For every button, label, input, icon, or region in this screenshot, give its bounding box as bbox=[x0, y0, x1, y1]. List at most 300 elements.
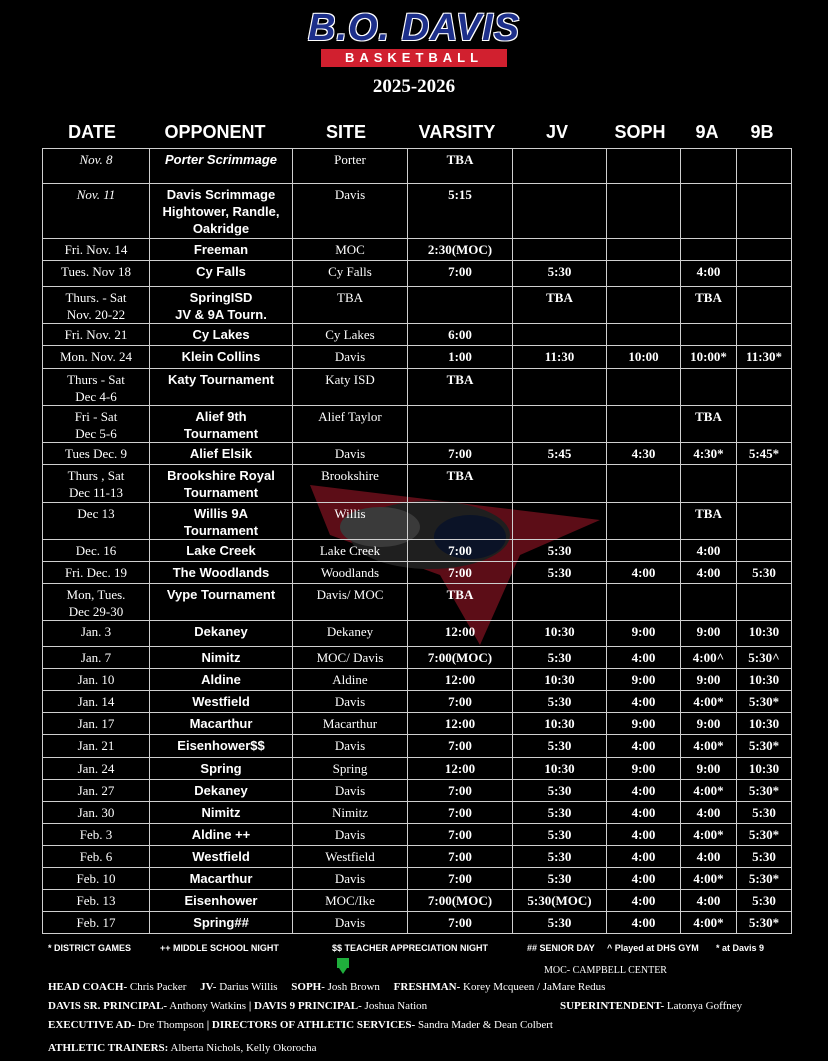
game-varsity-time: 7:00 bbox=[408, 912, 513, 934]
game-date: Jan. 10 bbox=[43, 669, 150, 691]
game-soph-time: 4:00 bbox=[607, 912, 681, 934]
game-9a-time: 4:00^ bbox=[681, 647, 737, 669]
game-soph-time bbox=[607, 465, 681, 503]
column-headers bbox=[0, 122, 828, 148]
game-9a-time: TBA bbox=[681, 406, 737, 443]
trainers-label: ATHLETIC TRAINERS: bbox=[48, 1042, 169, 1054]
game-soph-time: 4:00 bbox=[607, 802, 681, 824]
game-opponent: Aldine bbox=[150, 669, 293, 691]
soph-coach-label: SOPH- bbox=[291, 981, 325, 993]
legend-at-davis9: * at Davis 9 bbox=[716, 943, 765, 953]
game-date: Jan. 27 bbox=[43, 780, 150, 802]
game-site: Alief Taylor bbox=[293, 406, 408, 443]
game-soph-time bbox=[607, 369, 681, 406]
game-varsity-time: 7:00 bbox=[408, 824, 513, 846]
schedule-row bbox=[43, 758, 792, 780]
header-opponent: OPPONENT bbox=[164, 122, 266, 142]
game-9b-time bbox=[737, 369, 792, 406]
game-site: Davis bbox=[293, 868, 408, 890]
header-date: DATE bbox=[68, 122, 116, 142]
staff-line-trainers bbox=[48, 1042, 317, 1054]
principal9-label: DAVIS 9 PRINCIPAL- bbox=[254, 1000, 362, 1012]
game-opponent: Alief 9th Tournament bbox=[150, 406, 293, 443]
game-varsity-time: TBA bbox=[408, 369, 513, 406]
game-opponent: Spring bbox=[150, 758, 293, 780]
game-site: Cy Falls bbox=[293, 261, 408, 287]
game-site: Macarthur bbox=[293, 713, 408, 735]
game-date: Fri. Dec. 19 bbox=[43, 562, 150, 584]
principal-label: DAVIS SR. PRINCIPAL- bbox=[48, 1000, 168, 1012]
game-soph-time bbox=[607, 149, 681, 184]
game-jv-time: 5:30 bbox=[513, 261, 607, 287]
header-jv: JV bbox=[545, 122, 569, 142]
game-jv-time: 5:30 bbox=[513, 735, 607, 758]
game-opponent: Dekaney bbox=[150, 780, 293, 802]
schedule-row bbox=[43, 239, 792, 261]
game-9b-time: 10:30 bbox=[737, 621, 792, 647]
game-opponent: Dekaney bbox=[150, 621, 293, 647]
separator: | bbox=[206, 1019, 210, 1031]
schedule-row bbox=[43, 443, 792, 465]
schedule-row bbox=[43, 503, 792, 540]
game-varsity-time: TBA bbox=[408, 149, 513, 184]
season-title: 2025-2026 bbox=[372, 76, 456, 97]
schedule-row bbox=[43, 540, 792, 562]
game-soph-time: 4:00 bbox=[607, 824, 681, 846]
game-varsity-time: TBA bbox=[408, 465, 513, 503]
game-varsity-time: 7:00 bbox=[408, 691, 513, 713]
game-opponent: Alief Elsik bbox=[150, 443, 293, 465]
staff-line-principals bbox=[48, 1000, 427, 1012]
game-opponent: Freeman bbox=[150, 239, 293, 261]
game-9a-time: 4:00* bbox=[681, 735, 737, 758]
separator: | bbox=[248, 1000, 252, 1012]
legend-middle-school: ++ MIDDLE SCHOOL NIGHT bbox=[160, 943, 279, 953]
game-varsity-time bbox=[408, 503, 513, 540]
game-soph-time: 9:00 bbox=[607, 758, 681, 780]
game-site: Willis bbox=[293, 503, 408, 540]
game-site: Aldine bbox=[293, 669, 408, 691]
game-site: Davis bbox=[293, 443, 408, 465]
game-soph-time bbox=[607, 239, 681, 261]
executive-ad-label: EXECUTIVE AD- bbox=[48, 1019, 136, 1031]
game-jv-time: 5:30 bbox=[513, 647, 607, 669]
game-site: Woodlands bbox=[293, 562, 408, 584]
game-site: Davis bbox=[293, 184, 408, 239]
game-9b-time: 5:30 bbox=[737, 562, 792, 584]
schedule-row bbox=[43, 287, 792, 324]
logo-subtitle: BASKETBALL bbox=[321, 49, 507, 67]
game-varsity-time: 5:15 bbox=[408, 184, 513, 239]
game-opponent: Brookshire Royal Tournament bbox=[150, 465, 293, 503]
game-9b-time bbox=[737, 149, 792, 184]
game-opponent: The Woodlands bbox=[150, 562, 293, 584]
schedule-row bbox=[43, 912, 792, 934]
game-varsity-time: 12:00 bbox=[408, 713, 513, 735]
game-date: Jan. 14 bbox=[43, 691, 150, 713]
game-9b-time: 5:30 bbox=[737, 846, 792, 868]
game-soph-time: 4:00 bbox=[607, 846, 681, 868]
game-date: Nov. 11 bbox=[43, 184, 150, 239]
game-9a-time: 9:00 bbox=[681, 713, 737, 735]
game-opponent: SpringISD JV & 9A Tourn. bbox=[150, 287, 293, 324]
green-marker-icon bbox=[337, 958, 349, 974]
game-opponent: Davis Scrimmage Hightower, Randle, Oakridge bbox=[150, 184, 293, 239]
game-soph-time bbox=[607, 261, 681, 287]
game-site: Davis bbox=[293, 912, 408, 934]
freshman-coach-label: FRESHMAN- bbox=[393, 981, 461, 993]
game-jv-time: 11:30 bbox=[513, 346, 607, 369]
game-opponent: Spring## bbox=[150, 912, 293, 934]
header-9a: 9A bbox=[695, 122, 719, 142]
game-9a-time: 9:00 bbox=[681, 669, 737, 691]
schedule-row bbox=[43, 369, 792, 406]
game-opponent: Vype Tournament bbox=[150, 584, 293, 621]
game-9b-time: 11:30* bbox=[737, 346, 792, 369]
game-9b-time bbox=[737, 239, 792, 261]
game-9a-time bbox=[681, 149, 737, 184]
game-date: Mon. Nov. 24 bbox=[43, 346, 150, 369]
jv-coach-label: JV- bbox=[200, 981, 217, 993]
game-9b-time: 10:30 bbox=[737, 713, 792, 735]
game-date: Feb. 10 bbox=[43, 868, 150, 890]
game-jv-time: 5:30 bbox=[513, 824, 607, 846]
schedule-row bbox=[43, 261, 792, 287]
schedule-row bbox=[43, 562, 792, 584]
staff-line-athletics bbox=[48, 1019, 553, 1031]
game-9a-time: TBA bbox=[681, 503, 737, 540]
game-date: Feb. 3 bbox=[43, 824, 150, 846]
header-soph: SOPH bbox=[614, 122, 666, 142]
game-9b-time: 5:30 bbox=[737, 890, 792, 912]
game-date: Fri. Nov. 21 bbox=[43, 324, 150, 346]
game-date: Fri. Nov. 14 bbox=[43, 239, 150, 261]
header-site: SITE bbox=[325, 122, 366, 142]
executive-ad: Dre Thompson bbox=[137, 1019, 204, 1031]
legend bbox=[0, 943, 828, 959]
game-9a-time: 4:00 bbox=[681, 846, 737, 868]
game-opponent: Cy Falls bbox=[150, 261, 293, 287]
game-jv-time bbox=[513, 406, 607, 443]
game-date: Jan. 21 bbox=[43, 735, 150, 758]
header-9b: 9B bbox=[750, 122, 774, 142]
game-opponent: Lake Creek bbox=[150, 540, 293, 562]
schedule-row bbox=[43, 324, 792, 346]
game-opponent: Westfield bbox=[150, 846, 293, 868]
game-date: Nov. 8 bbox=[43, 149, 150, 184]
game-opponent: Klein Collins bbox=[150, 346, 293, 369]
game-9b-time bbox=[737, 287, 792, 324]
game-jv-time: 5:30 bbox=[513, 868, 607, 890]
game-date: Thurs - Sat Dec 4-6 bbox=[43, 369, 150, 406]
game-9b-time bbox=[737, 540, 792, 562]
game-varsity-time: 6:00 bbox=[408, 324, 513, 346]
game-opponent: Macarthur bbox=[150, 713, 293, 735]
game-site: MOC bbox=[293, 239, 408, 261]
game-varsity-time: TBA bbox=[408, 584, 513, 621]
game-varsity-time: 7:00 bbox=[408, 261, 513, 287]
staff-line-superintendent bbox=[560, 1000, 742, 1012]
schedule-row bbox=[43, 691, 792, 713]
jv-coach: Darius Willis bbox=[219, 981, 278, 993]
schedule-row bbox=[43, 149, 792, 184]
game-9a-time: 4:00* bbox=[681, 691, 737, 713]
game-site: MOC/ Davis bbox=[293, 647, 408, 669]
game-jv-time: 5:30 bbox=[513, 691, 607, 713]
game-site: Davis bbox=[293, 735, 408, 758]
schedule-row bbox=[43, 846, 792, 868]
schedule-row bbox=[43, 647, 792, 669]
schedule-row bbox=[43, 868, 792, 890]
game-soph-time: 4:00 bbox=[607, 868, 681, 890]
legend-played-dhs: ^ Played at DHS GYM bbox=[607, 943, 699, 953]
game-9a-time: 4:00* bbox=[681, 780, 737, 802]
game-9b-time bbox=[737, 261, 792, 287]
game-date: Jan. 17 bbox=[43, 713, 150, 735]
game-jv-time: 10:30 bbox=[513, 621, 607, 647]
game-date: Thurs. - Sat Nov. 20-22 bbox=[43, 287, 150, 324]
game-9b-time: 10:30 bbox=[737, 669, 792, 691]
soph-coach: Josh Brown bbox=[327, 981, 380, 993]
game-jv-time: 10:30 bbox=[513, 669, 607, 691]
game-soph-time: 4:00 bbox=[607, 647, 681, 669]
game-site: Davis bbox=[293, 346, 408, 369]
game-site: Davis bbox=[293, 780, 408, 802]
game-9b-time bbox=[737, 584, 792, 621]
schedule-table bbox=[42, 148, 792, 934]
game-soph-time: 9:00 bbox=[607, 621, 681, 647]
schedule-row bbox=[43, 346, 792, 369]
game-jv-time: 5:30 bbox=[513, 780, 607, 802]
game-varsity-time bbox=[408, 406, 513, 443]
game-opponent: Aldine ++ bbox=[150, 824, 293, 846]
game-9b-time bbox=[737, 503, 792, 540]
game-9b-time: 5:30* bbox=[737, 824, 792, 846]
game-9a-time bbox=[681, 324, 737, 346]
game-soph-time: 4:30 bbox=[607, 443, 681, 465]
game-date: Feb. 13 bbox=[43, 890, 150, 912]
game-site: Spring bbox=[293, 758, 408, 780]
game-jv-time bbox=[513, 184, 607, 239]
game-9a-time: 4:00* bbox=[681, 824, 737, 846]
game-jv-time: 5:30 bbox=[513, 912, 607, 934]
schedule-row bbox=[43, 780, 792, 802]
game-9b-time bbox=[737, 465, 792, 503]
moc-note: MOC- CAMPBELL CENTER bbox=[544, 965, 667, 976]
staff-line-coaches bbox=[48, 981, 605, 993]
game-9a-time: 4:30* bbox=[681, 443, 737, 465]
head-coach-label: HEAD COACH- bbox=[48, 981, 128, 993]
game-jv-time bbox=[513, 503, 607, 540]
schedule-row bbox=[43, 890, 792, 912]
game-soph-time bbox=[607, 287, 681, 324]
legend-district: * DISTRICT GAMES bbox=[48, 943, 132, 953]
game-jv-time: TBA bbox=[513, 287, 607, 324]
game-opponent: Porter Scrimmage bbox=[150, 149, 293, 184]
game-varsity-time: 12:00 bbox=[408, 758, 513, 780]
game-varsity-time: 12:00 bbox=[408, 669, 513, 691]
game-soph-time: 10:00 bbox=[607, 346, 681, 369]
game-soph-time bbox=[607, 503, 681, 540]
game-jv-time: 5:30 bbox=[513, 802, 607, 824]
schedule-row bbox=[43, 713, 792, 735]
game-jv-time bbox=[513, 149, 607, 184]
schedule-row bbox=[43, 184, 792, 239]
principal: Anthony Watkins bbox=[169, 1000, 247, 1012]
game-site: Brookshire bbox=[293, 465, 408, 503]
game-varsity-time: 12:00 bbox=[408, 621, 513, 647]
game-opponent: Nimitz bbox=[150, 802, 293, 824]
game-9b-time bbox=[737, 324, 792, 346]
game-opponent: Westfield bbox=[150, 691, 293, 713]
game-soph-time: 9:00 bbox=[607, 669, 681, 691]
game-date: Feb. 6 bbox=[43, 846, 150, 868]
game-9a-time: 4:00* bbox=[681, 912, 737, 934]
game-jv-time: 5:30 bbox=[513, 562, 607, 584]
game-varsity-time: 7:00 bbox=[408, 802, 513, 824]
game-jv-time bbox=[513, 239, 607, 261]
header-varsity: VARSITY bbox=[418, 122, 496, 142]
game-soph-time bbox=[607, 540, 681, 562]
freshman-coach: Korey Mcqueen / JaMare Redus bbox=[463, 981, 606, 993]
game-date: Dec. 16 bbox=[43, 540, 150, 562]
head-coach: Chris Packer bbox=[129, 981, 187, 993]
game-soph-time bbox=[607, 584, 681, 621]
game-date: Tues Dec. 9 bbox=[43, 443, 150, 465]
game-9a-time: 9:00 bbox=[681, 758, 737, 780]
game-9b-time: 5:30* bbox=[737, 735, 792, 758]
game-varsity-time: 7:00(MOC) bbox=[408, 890, 513, 912]
game-soph-time bbox=[607, 324, 681, 346]
game-9b-time: 5:30* bbox=[737, 868, 792, 890]
game-soph-time: 9:00 bbox=[607, 713, 681, 735]
game-varsity-time: 7:00 bbox=[408, 540, 513, 562]
directors-label: DIRECTORS OF ATHLETIC SERVICES- bbox=[211, 1019, 416, 1031]
game-9b-time: 5:30* bbox=[737, 780, 792, 802]
game-soph-time: 4:00 bbox=[607, 562, 681, 584]
game-opponent: Eisenhower bbox=[150, 890, 293, 912]
game-site: Davis bbox=[293, 691, 408, 713]
game-site: Davis/ MOC bbox=[293, 584, 408, 621]
game-varsity-time: 2:30(MOC) bbox=[408, 239, 513, 261]
principal9: Joshua Nation bbox=[364, 1000, 428, 1012]
game-date: Thurs , Sat Dec 11-13 bbox=[43, 465, 150, 503]
game-jv-time: 5:30 bbox=[513, 846, 607, 868]
game-9b-time: 5:30* bbox=[737, 691, 792, 713]
game-soph-time: 4:00 bbox=[607, 780, 681, 802]
game-date: Feb. 17 bbox=[43, 912, 150, 934]
game-9a-time: 9:00 bbox=[681, 621, 737, 647]
game-date: Jan. 30 bbox=[43, 802, 150, 824]
schedule-row bbox=[43, 824, 792, 846]
game-9a-time bbox=[681, 584, 737, 621]
game-9b-time: 5:45* bbox=[737, 443, 792, 465]
game-soph-time bbox=[607, 406, 681, 443]
game-9b-time: 10:30 bbox=[737, 758, 792, 780]
game-site: MOC/Ike bbox=[293, 890, 408, 912]
schedule-row bbox=[43, 802, 792, 824]
game-site: Davis bbox=[293, 824, 408, 846]
game-site: Lake Creek bbox=[293, 540, 408, 562]
game-opponent: Eisenhower$$ bbox=[150, 735, 293, 758]
legend-teacher: $$ TEACHER APPRECIATION NIGHT bbox=[332, 943, 489, 953]
game-jv-time: 5:45 bbox=[513, 443, 607, 465]
game-9a-time: 4:00 bbox=[681, 802, 737, 824]
game-date: Jan. 7 bbox=[43, 647, 150, 669]
game-site: Westfield bbox=[293, 846, 408, 868]
game-varsity-time bbox=[408, 287, 513, 324]
game-9a-time: 10:00* bbox=[681, 346, 737, 369]
game-jv-time: 5:30(MOC) bbox=[513, 890, 607, 912]
game-soph-time: 4:00 bbox=[607, 691, 681, 713]
team-logo bbox=[0, 8, 828, 67]
game-jv-time: 10:30 bbox=[513, 713, 607, 735]
directors: Sandra Mader & Dean Colbert bbox=[417, 1019, 553, 1031]
game-varsity-time: 7:00 bbox=[408, 443, 513, 465]
game-opponent: Katy Tournament bbox=[150, 369, 293, 406]
game-varsity-time: 7:00 bbox=[408, 780, 513, 802]
game-date: Mon, Tues. Dec 29-30 bbox=[43, 584, 150, 621]
game-soph-time: 4:00 bbox=[607, 735, 681, 758]
game-opponent: Cy Lakes bbox=[150, 324, 293, 346]
game-jv-time: 5:30 bbox=[513, 540, 607, 562]
game-varsity-time: 7:00 bbox=[408, 562, 513, 584]
game-varsity-time: 7:00(MOC) bbox=[408, 647, 513, 669]
game-jv-time bbox=[513, 584, 607, 621]
schedule-row bbox=[43, 406, 792, 443]
game-9b-time: 5:30 bbox=[737, 802, 792, 824]
game-site: Dekaney bbox=[293, 621, 408, 647]
schedule-row bbox=[43, 621, 792, 647]
game-date: Dec 13 bbox=[43, 503, 150, 540]
game-jv-time: 10:30 bbox=[513, 758, 607, 780]
game-date: Tues. Nov 18 bbox=[43, 261, 150, 287]
game-varsity-time: 7:00 bbox=[408, 735, 513, 758]
trainers: Alberta Nichols, Kelly Okorocha bbox=[170, 1042, 317, 1054]
game-site: Porter bbox=[293, 149, 408, 184]
game-jv-time bbox=[513, 324, 607, 346]
game-9a-time bbox=[681, 184, 737, 239]
game-date: Fri - Sat Dec 5-6 bbox=[43, 406, 150, 443]
legend-senior: ## SENIOR DAY bbox=[527, 943, 595, 953]
schedule-row bbox=[43, 669, 792, 691]
game-9a-time bbox=[681, 465, 737, 503]
game-opponent: Nimitz bbox=[150, 647, 293, 669]
game-varsity-time: 1:00 bbox=[408, 346, 513, 369]
game-site: Cy Lakes bbox=[293, 324, 408, 346]
game-9a-time bbox=[681, 239, 737, 261]
logo-title: B.O. DAVIS bbox=[308, 7, 520, 49]
game-9b-time bbox=[737, 406, 792, 443]
schedule-row bbox=[43, 465, 792, 503]
superintendent: Latonya Goffney bbox=[666, 1000, 743, 1012]
game-opponent: Macarthur bbox=[150, 868, 293, 890]
game-varsity-time: 7:00 bbox=[408, 868, 513, 890]
superintendent-label: SUPERINTENDENT- bbox=[560, 1000, 665, 1012]
game-9a-time: 4:00 bbox=[681, 890, 737, 912]
game-opponent: Willis 9A Tournament bbox=[150, 503, 293, 540]
game-9b-time bbox=[737, 184, 792, 239]
game-9b-time: 5:30^ bbox=[737, 647, 792, 669]
game-9a-time: 4:00 bbox=[681, 562, 737, 584]
game-9a-time: TBA bbox=[681, 287, 737, 324]
game-jv-time bbox=[513, 465, 607, 503]
game-soph-time bbox=[607, 184, 681, 239]
game-soph-time: 4:00 bbox=[607, 890, 681, 912]
game-jv-time bbox=[513, 369, 607, 406]
game-9a-time: 4:00 bbox=[681, 261, 737, 287]
game-site: TBA bbox=[293, 287, 408, 324]
